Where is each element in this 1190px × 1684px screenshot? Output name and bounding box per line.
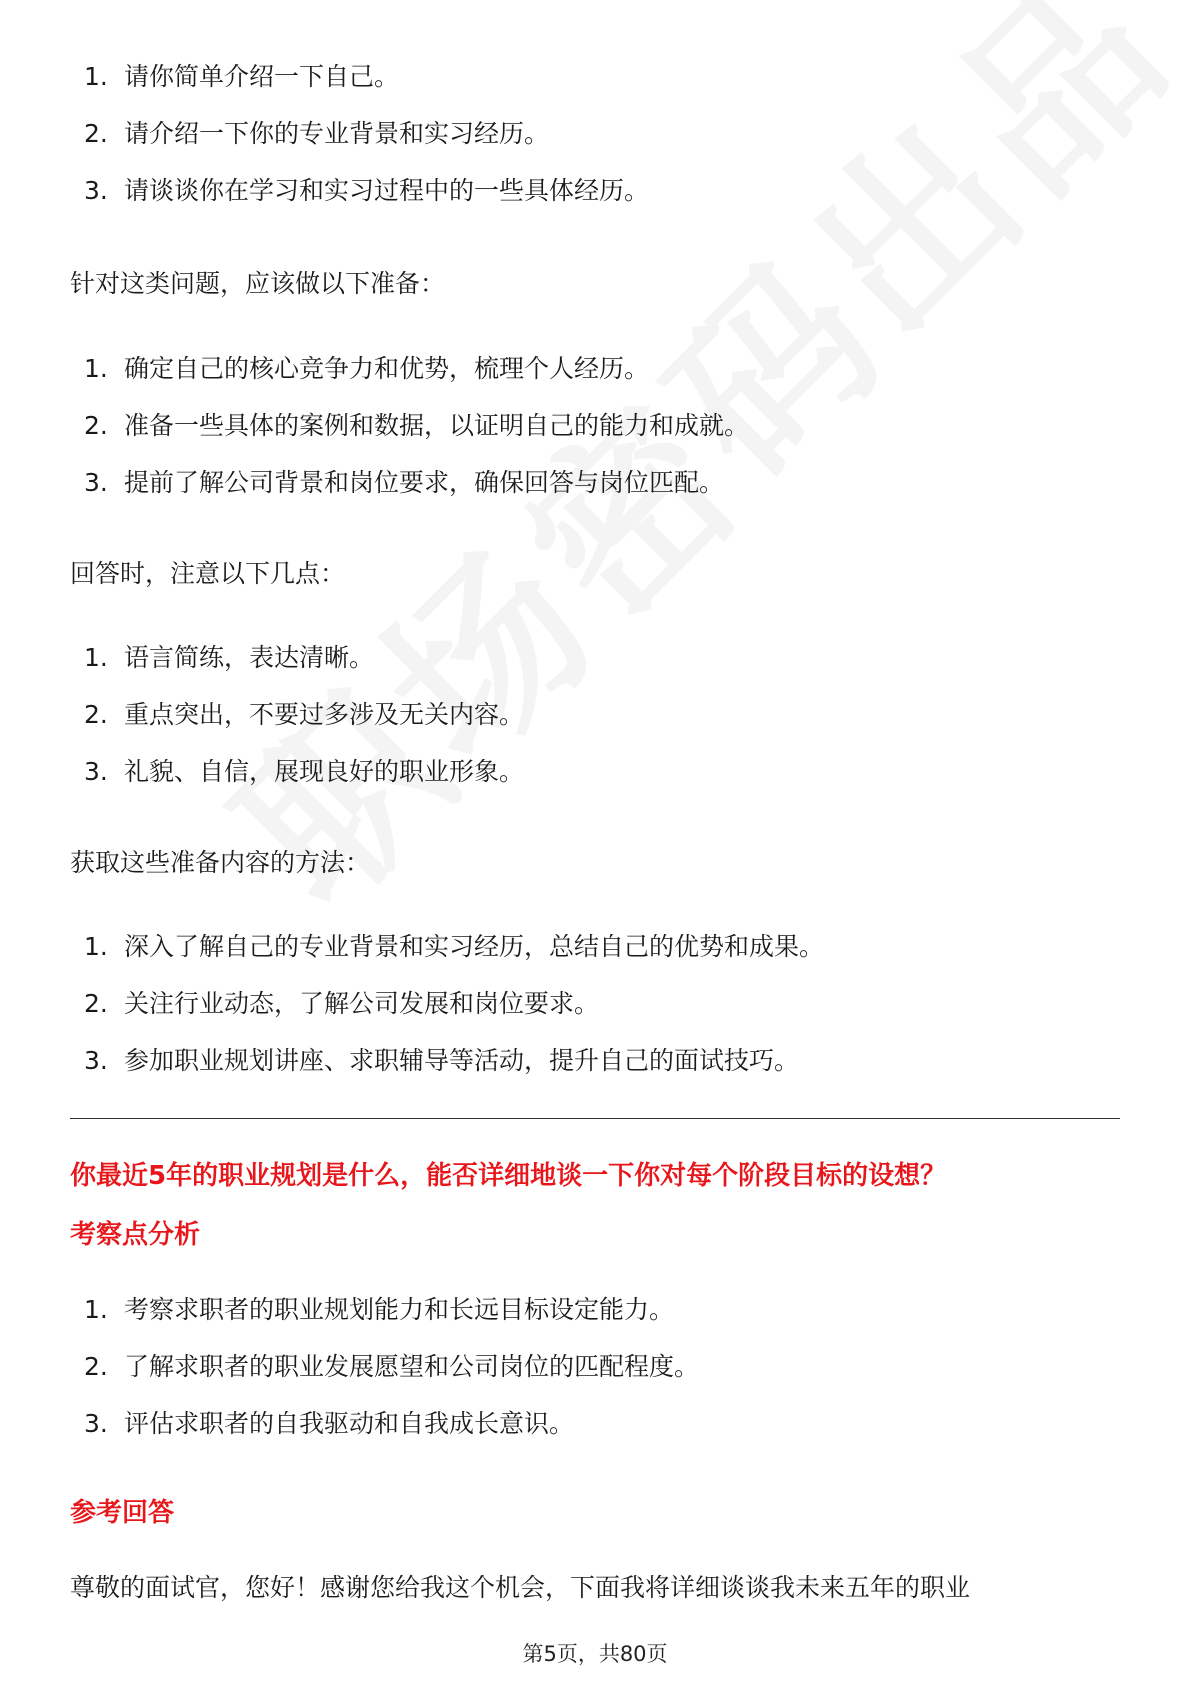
question-heading: 你最近5年的职业规划是什么，能否详细地谈一下你对每个阶段目标的设想？ (70, 1161, 947, 1191)
list-item: 2. 了解求职者的职业发展愿望和公司岗位的匹配程度。 (84, 1352, 700, 1381)
ordered-list-1 (84, 48, 649, 219)
paragraph-answer-notes: 回答时，注意以下几点： (70, 559, 346, 588)
section-divider (70, 1118, 1120, 1119)
ordered-list-3 (84, 629, 524, 800)
list-item: 1. 请你简单介绍一下自己。 (84, 62, 400, 91)
answer-paragraph: 尊敬的面试官，您好！感谢您给我这个机会，下面我将详细谈谈我未来五年的职业 (70, 1573, 971, 1602)
list-item: 2. 准备一些具体的案例和数据，以证明自己的能力和成就。 (84, 411, 750, 440)
list-item: 3. 请谈谈你在学习和实习过程中的一些具体经历。 (84, 176, 650, 205)
list-item: 3. 提前了解公司背景和岗位要求，确保回答与岗位匹配。 (84, 468, 725, 497)
ordered-list-2 (84, 340, 749, 511)
ordered-list-4 (84, 918, 824, 1089)
analysis-heading: 考察点分析 (70, 1220, 201, 1250)
list-item: 3. 参加职业规划讲座、求职辅导等活动，提升自己的面试技巧。 (84, 1046, 800, 1075)
ordered-list-5 (84, 1281, 699, 1452)
list-item: 2. 请介绍一下你的专业背景和实习经历。 (84, 119, 550, 148)
list-item: 1. 考察求职者的职业规划能力和长远目标设定能力。 (84, 1295, 675, 1324)
list-item: 2. 重点突出，不要过多涉及无关内容。 (84, 700, 525, 729)
list-item: 3. 礼貌、自信，展现良好的职业形象。 (84, 757, 525, 786)
answer-heading: 参考回答 (70, 1498, 175, 1528)
list-item: 1. 语言简练，表达清晰。 (84, 643, 375, 672)
paragraph-methods: 获取这些准备内容的方法： (70, 848, 371, 877)
list-item: 1. 确定自己的核心竞争力和优势，梳理个人经历。 (84, 354, 650, 383)
list-item: 3. 评估求职者的自我驱动和自我成长意识。 (84, 1409, 575, 1438)
list-item: 1. 深入了解自己的专业背景和实习经历，总结自己的优势和成果。 (84, 932, 825, 961)
list-item: 2. 关注行业动态，了解公司发展和岗位要求。 (84, 989, 600, 1018)
paragraph-preparation: 针对这类问题，应该做以下准备： (70, 269, 446, 298)
page-number: 第5页，共80页 (522, 1642, 668, 1666)
